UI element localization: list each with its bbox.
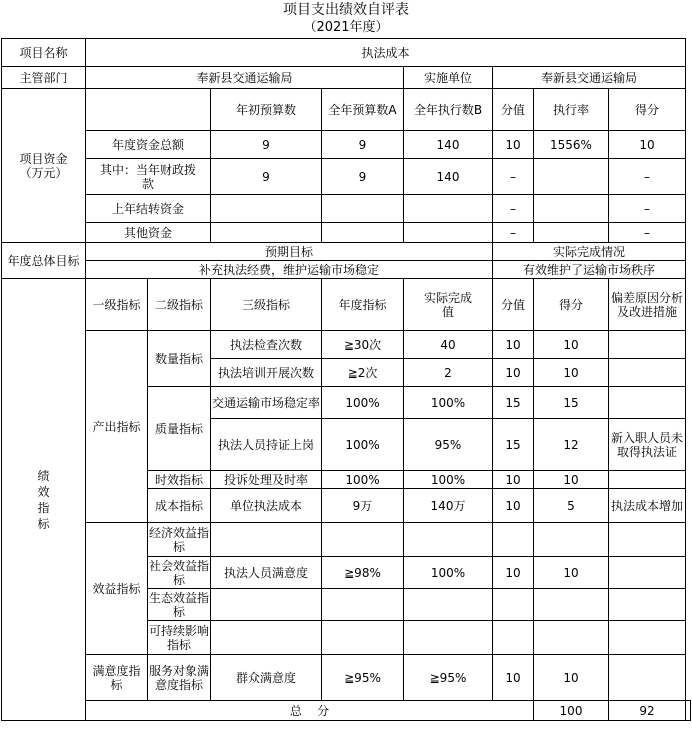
level2-eco: 生态效益指标 bbox=[149, 590, 210, 619]
level1-satisfaction: 满意度指标 bbox=[86, 655, 148, 701]
got: 12 bbox=[534, 419, 609, 471]
score: 15 bbox=[493, 419, 534, 471]
cell: 9 bbox=[211, 131, 322, 159]
col-header: 三级指标 bbox=[211, 279, 322, 331]
col-header: 全年执行数B bbox=[404, 89, 493, 131]
level3-name: 投诉处理及时率 bbox=[211, 471, 322, 489]
level2-quality: 质量指标 bbox=[148, 387, 211, 471]
level2-econ: 经济效益指标 bbox=[148, 523, 211, 557]
score: 10 bbox=[493, 331, 534, 359]
reason bbox=[609, 387, 686, 419]
target: ≧98% bbox=[322, 557, 404, 589]
goal-row bbox=[2, 261, 691, 279]
level3-name: 群众满意度 bbox=[211, 655, 322, 701]
page-title: 项目支出绩效自评表 bbox=[283, 2, 409, 18]
level3-name: 单位执法成本 bbox=[211, 489, 322, 523]
cell: – bbox=[493, 195, 534, 223]
level2-social: 社会效益指标 bbox=[149, 558, 210, 587]
score: 10 bbox=[493, 655, 534, 701]
impl-value: 奉新县交通运输局 bbox=[493, 67, 686, 89]
level3-name: 执法检查次数 bbox=[211, 331, 322, 359]
impl-label: 实施单位 bbox=[404, 67, 493, 89]
score: 10 bbox=[493, 557, 534, 589]
funds-row bbox=[2, 131, 691, 159]
score: 15 bbox=[493, 387, 534, 419]
got: 10 bbox=[534, 471, 609, 489]
cell bbox=[322, 195, 404, 223]
level2-sustain: 可持续影响指标 bbox=[148, 621, 211, 655]
reason bbox=[609, 471, 686, 489]
dept-value: 奉新县交通运输局 bbox=[86, 67, 404, 89]
total-label: 总 分 bbox=[86, 701, 534, 721]
funds-label: 项目资金（万元） bbox=[2, 89, 86, 243]
reason: 新入职人员未取得执法证 bbox=[609, 419, 686, 471]
actual-label: 实际完成情况 bbox=[493, 243, 686, 261]
actual: 100% bbox=[404, 387, 493, 419]
col-header: 得分 bbox=[609, 89, 686, 131]
funds-row bbox=[2, 195, 691, 223]
funds-row-label: 其中：当年财政拨款 bbox=[86, 159, 211, 195]
level1-output: 产出指标 bbox=[86, 331, 148, 523]
level2-cost: 成本指标 bbox=[148, 489, 211, 523]
cell: – bbox=[609, 223, 686, 243]
perf-label: 绩效指标 bbox=[2, 279, 86, 721]
cell: – bbox=[493, 159, 534, 195]
cell: 9 bbox=[322, 131, 404, 159]
cell bbox=[322, 223, 404, 243]
reason bbox=[609, 331, 686, 359]
col-header: 一级指标 bbox=[86, 279, 148, 331]
score: 10 bbox=[493, 359, 534, 387]
actual: 95% bbox=[404, 419, 493, 471]
cell: – bbox=[609, 195, 686, 223]
reason: 执法成本增加 bbox=[609, 489, 686, 523]
indicator-row bbox=[2, 655, 691, 701]
year-subtitle: （2021年度） bbox=[303, 20, 389, 35]
cell: 140 bbox=[404, 159, 493, 195]
col-header: 全年预算数A bbox=[322, 89, 404, 131]
funds-row bbox=[2, 223, 691, 243]
col-header: 偏差原因分析及改进措施 bbox=[609, 279, 686, 331]
project-name-row bbox=[2, 39, 691, 67]
dept-label: 主管部门 bbox=[2, 67, 86, 89]
cell bbox=[211, 223, 322, 243]
level2-service: 服务对象满意度指标 bbox=[148, 655, 211, 701]
funds-row-label: 其他资金 bbox=[86, 223, 211, 243]
col-header: 年初预算数 bbox=[211, 89, 322, 131]
total-got: 92 bbox=[609, 701, 686, 721]
funds-row bbox=[2, 159, 691, 195]
cell bbox=[534, 195, 609, 223]
got: 10 bbox=[534, 359, 609, 387]
actual: 2 bbox=[404, 359, 493, 387]
col-header: 二级指标 bbox=[148, 279, 211, 331]
expected-goal: 补充执法经费，维护运输市场稳定 bbox=[86, 261, 493, 279]
score: 10 bbox=[493, 489, 534, 523]
cell bbox=[534, 223, 609, 243]
col-header: 年度指标 bbox=[322, 279, 404, 331]
got: 10 bbox=[534, 331, 609, 359]
funds-row-label: 上年结转资金 bbox=[86, 195, 211, 223]
target: 100% bbox=[322, 419, 404, 471]
funds-header-row bbox=[2, 89, 691, 131]
cell bbox=[534, 159, 609, 195]
level3-name: 执法人员满意度 bbox=[211, 557, 322, 589]
cell: 140 bbox=[404, 131, 493, 159]
perf-header-row bbox=[2, 279, 691, 331]
reason bbox=[609, 359, 686, 387]
indicator-row bbox=[2, 331, 691, 359]
reason bbox=[609, 655, 686, 701]
total-score: 100 bbox=[534, 701, 609, 721]
got: 5 bbox=[534, 489, 609, 523]
target: 100% bbox=[322, 387, 404, 419]
reason bbox=[609, 557, 686, 589]
target: 100% bbox=[322, 471, 404, 489]
goal-header-row bbox=[2, 243, 691, 261]
cell: 10 bbox=[493, 131, 534, 159]
dept-row bbox=[2, 67, 691, 89]
cell: 9 bbox=[322, 159, 404, 195]
col-header: 分值 bbox=[493, 89, 534, 131]
funds-row-label: 年度资金总额 bbox=[86, 131, 211, 159]
col-header: 分值 bbox=[493, 279, 534, 331]
cell bbox=[404, 223, 493, 243]
got: 10 bbox=[534, 557, 609, 589]
cell: 9 bbox=[211, 159, 322, 195]
cell: – bbox=[609, 159, 686, 195]
col-header: 执行率 bbox=[534, 89, 609, 131]
got: 15 bbox=[534, 387, 609, 419]
actual: 100% bbox=[404, 471, 493, 489]
target: ≧2次 bbox=[322, 359, 404, 387]
evaluation-table bbox=[1, 38, 691, 721]
actual: 40 bbox=[404, 331, 493, 359]
indicator-row bbox=[2, 523, 691, 557]
target: 9万 bbox=[322, 489, 404, 523]
total-row bbox=[2, 701, 691, 721]
level2-timeliness: 时效指标 bbox=[148, 471, 211, 489]
expected-label: 预期目标 bbox=[86, 243, 493, 261]
cell: – bbox=[493, 223, 534, 243]
project-name-label: 项目名称 bbox=[2, 39, 86, 67]
score: 10 bbox=[493, 471, 534, 489]
cell: 10 bbox=[609, 131, 686, 159]
project-name-value: 执法成本 bbox=[86, 39, 686, 67]
col-header: 得分 bbox=[534, 279, 609, 331]
level2-quantity: 数量指标 bbox=[148, 331, 211, 387]
actual: ≧95% bbox=[404, 655, 493, 701]
target: ≧30次 bbox=[322, 331, 404, 359]
actual: 140万 bbox=[404, 489, 493, 523]
actual: 100% bbox=[404, 557, 493, 589]
level1-benefit: 效益指标 bbox=[86, 523, 148, 655]
cell bbox=[211, 195, 322, 223]
actual-goal: 有效维护了运输市场秩序 bbox=[493, 261, 686, 279]
target: ≧95% bbox=[322, 655, 404, 701]
goal-label: 年度总体目标 bbox=[2, 243, 86, 279]
level3-name: 交通运输市场稳定率 bbox=[211, 387, 322, 419]
cell bbox=[404, 195, 493, 223]
got: 10 bbox=[534, 655, 609, 701]
col-header: 实际完成值 bbox=[404, 279, 493, 331]
level3-name: 执法人员持证上岗 bbox=[211, 419, 322, 471]
level3-name: 执法培训开展次数 bbox=[211, 359, 322, 387]
cell: 1556% bbox=[534, 131, 609, 159]
